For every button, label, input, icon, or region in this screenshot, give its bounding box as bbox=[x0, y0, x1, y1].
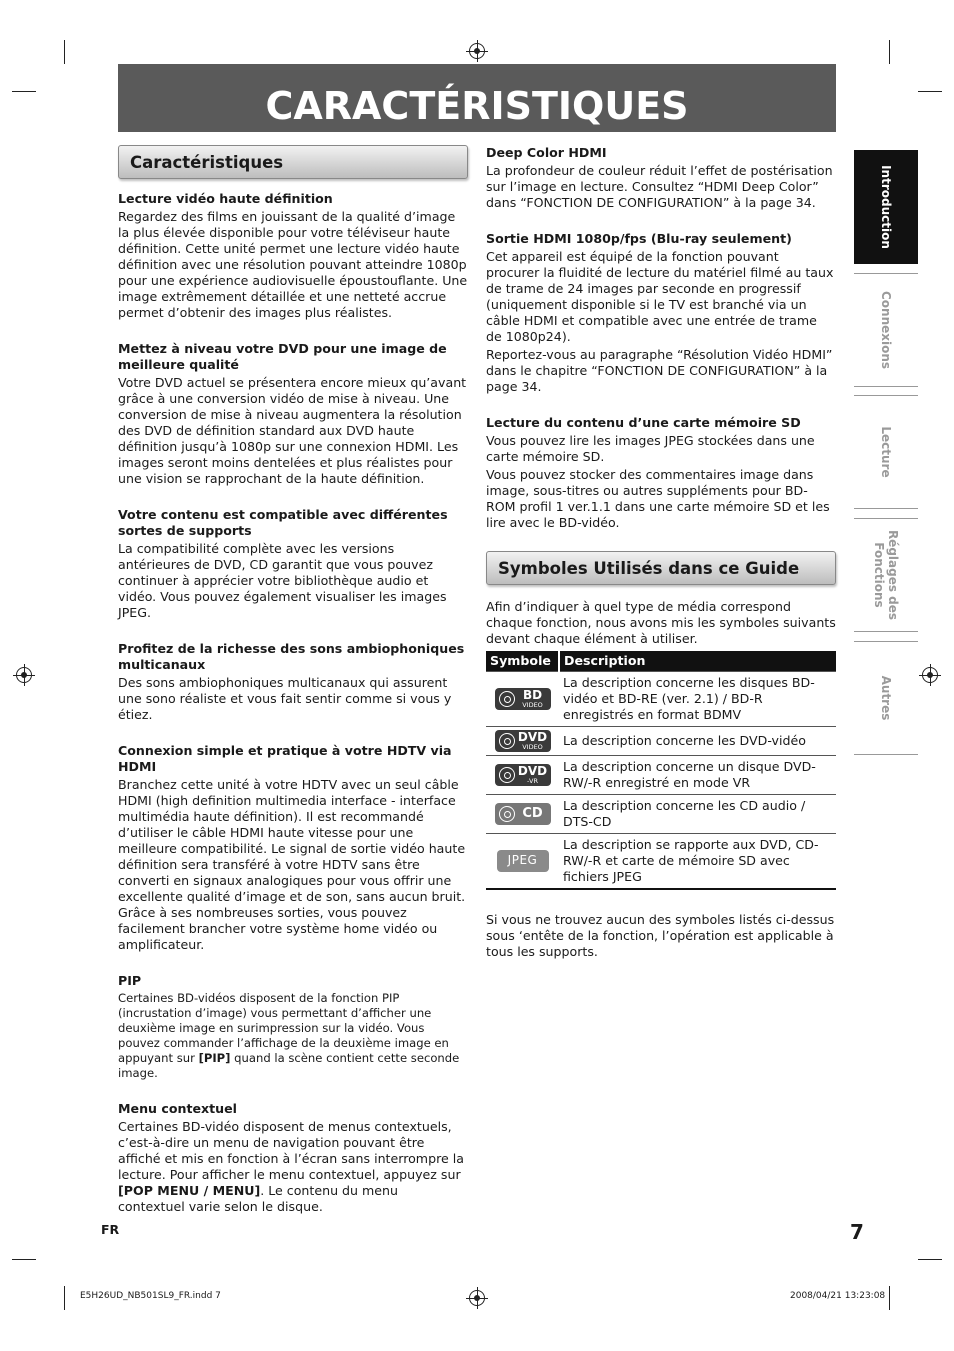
registration-mark-icon bbox=[469, 1290, 485, 1306]
crop-mark bbox=[12, 91, 36, 92]
print-slug-timestamp: 2008/04/21 13:23:08 bbox=[790, 1291, 886, 1301]
pip-text: quand la scène contient cette seconde image. bbox=[118, 1051, 460, 1080]
table-row bbox=[486, 795, 836, 834]
feature-body bbox=[118, 1119, 468, 1215]
crop-mark bbox=[918, 1259, 942, 1260]
tab-lecture[interactable] bbox=[854, 395, 918, 509]
pip-text: Certaines BD-vidéos disposent de la fonction PIP (incrustation d’image) vous permettant d’afficher une deuxième image en surimpression sur la vidéo. Vous pouvez commander l’affichage de la deuxième image en appuyant sur bbox=[118, 991, 449, 1065]
feature-title: Menu contextuel bbox=[118, 1101, 238, 1116]
table-row bbox=[486, 834, 836, 890]
left-column bbox=[118, 145, 468, 1235]
feature-body: Votre DVD actuel se présentera encore mieux qu’avant grâce à une conversion vidéo de mise à niveau. Une conversion de mise à niveau augmentera la résolution des DVD de définition standard aux DVD haute définition jusqu’à 1080p sur une connexion HDMI. Les images seront moins dentelées et plus réalistes pour une vision se rapprochant de la haute définition. bbox=[118, 375, 467, 486]
tab-label: Autres bbox=[879, 675, 893, 721]
feature-deep-color bbox=[486, 145, 836, 211]
feature-title: Lecture vidéo haute définition bbox=[118, 191, 333, 206]
bd-video-icon: BD VIDEO bbox=[495, 688, 551, 710]
menu-key-label: [POP MENU / MENU] bbox=[118, 1183, 261, 1198]
page-title-banner bbox=[118, 64, 836, 132]
tab-reglages-fonctions[interactable] bbox=[854, 518, 918, 632]
feature-title: Lecture du contenu d’une carte mémoire SD bbox=[486, 415, 801, 430]
feature-body: La profondeur de couleur réduit l’effet de postérisation sur l’image en lecture. Consultez “HDMI Deep Color” dans “FONCTION DE CONFIGURATION” à la page 34. bbox=[486, 163, 833, 210]
table-row bbox=[486, 756, 836, 795]
menu-text: Certaines BD-vidéo disposent de menus contextuels, c’est-à-dire un menu de navigation pouvant être affiché et mis en fonction à l’écran sans interrompre la lecture. Pour afficher le menu contextuel, appuyez sur bbox=[118, 1119, 464, 1182]
symbol-description: La description concerne les disques BD-vidéo et BD-RE (ver. 2.1) / BD-R enregistrés en format BDMV bbox=[559, 672, 836, 727]
feature-title: Profitez de la richesse des sons ambiophoniques multicanaux bbox=[118, 641, 465, 672]
tab-connexions[interactable] bbox=[854, 273, 918, 387]
feature-sd-card bbox=[486, 415, 836, 531]
feature-body: Des sons ambiophoniques multicanaux qui assurent une sono réaliste et vous fait sentir comme si vous y étiez. bbox=[118, 675, 452, 722]
column-header-symbol: Symbole bbox=[486, 651, 559, 672]
tab-introduction[interactable] bbox=[854, 150, 918, 264]
tab-label: Introduction bbox=[879, 165, 893, 249]
symbols-intro: Afin d’indiquer à quel type de média correspond chaque fonction, nous avons mis les symboles suivants devant chaque élément à utiliser. bbox=[486, 599, 836, 646]
feature-hdmi-1080p bbox=[486, 231, 836, 395]
feature-body: Vous pouvez stocker des commentaires image dans image, sous-titres ou autres suppléments pour BD-ROM profil 1 ver.1.1 dans une carte mémoire SD et les lire avec le BD-vidéo. bbox=[486, 467, 830, 530]
right-column bbox=[486, 145, 836, 960]
tab-label: Connexions bbox=[879, 290, 893, 370]
section-heading-symboles: Symboles Utilisés dans ce Guide bbox=[486, 551, 836, 585]
symbol-description: La description concerne les DVD-vidéo bbox=[559, 727, 836, 756]
feature-compatibility bbox=[118, 507, 468, 621]
feature-body: La compatibilité complète avec les versions antérieures de DVD, CD garantit que vous pouvez continuer à apprécier votre bibliothèque audio et vidéo. Vous pouvez également visualiser les images JPEG. bbox=[118, 541, 447, 620]
language-label: FR bbox=[101, 1222, 120, 1237]
tab-autres[interactable] bbox=[854, 641, 918, 755]
tab-label: Réglages des Fonctions bbox=[872, 529, 900, 621]
feature-hd-playback bbox=[118, 191, 468, 321]
feature-title: Votre contenu est compatible avec différentes sortes de supports bbox=[118, 507, 448, 538]
page-title: CARACTÉRISTIQUES bbox=[265, 84, 689, 128]
symbols-outro: Si vous ne trouvez aucun des symboles listés ci-dessus sous ‘entête de la fonction, l’opération est applicable à tous les supports. bbox=[486, 912, 835, 959]
dvd-video-icon: DVD VIDEO bbox=[495, 730, 551, 752]
column-header-description: Description bbox=[559, 651, 836, 672]
feature-title: PIP bbox=[118, 973, 142, 988]
table-row bbox=[486, 727, 836, 756]
feature-title: Deep Color HDMI bbox=[486, 145, 607, 160]
crop-mark bbox=[64, 40, 65, 64]
registration-mark-icon bbox=[922, 667, 938, 683]
table-header-row bbox=[486, 651, 836, 672]
feature-title: Sortie HDMI 1080p/fps (Blu-ray seulement) bbox=[486, 231, 792, 246]
feature-body: Vous pouvez lire les images JPEG stockées dans une carte mémoire SD. bbox=[486, 433, 815, 464]
section-heading-caracteristiques: Caractéristiques bbox=[118, 145, 468, 179]
feature-title: Mettez à niveau votre DVD pour une image de meilleure qualité bbox=[118, 341, 447, 372]
crop-mark bbox=[889, 1286, 890, 1310]
feature-hdmi-connection bbox=[118, 743, 468, 953]
feature-title: Connexion simple et pratique à votre HDTV via HDMI bbox=[118, 743, 452, 774]
symbol-description: La description concerne les CD audio / DTS-CD bbox=[559, 795, 836, 834]
feature-popup-menu bbox=[118, 1101, 468, 1215]
symbols-table bbox=[486, 651, 836, 890]
feature-body bbox=[118, 991, 468, 1081]
crop-mark bbox=[889, 40, 890, 64]
crop-mark bbox=[64, 1286, 65, 1310]
menu-text: . Le contenu du menu contextuel varie selon le disque. bbox=[118, 1183, 399, 1214]
pip-key-label: [PIP] bbox=[198, 1051, 231, 1065]
registration-mark-icon bbox=[469, 43, 485, 59]
symbol-description: La description se rapporte aux DVD, CD-RW/-R et carte de mémoire SD avec fichiers JPEG bbox=[559, 834, 836, 890]
print-slug-filename: E5H26UD_NB501SL9_FR.indd 7 bbox=[80, 1291, 221, 1301]
feature-dvd-upscaling bbox=[118, 341, 468, 487]
table-row bbox=[486, 672, 836, 727]
cd-icon: CD bbox=[495, 803, 551, 825]
feature-body: Branchez cette unité à votre HDTV avec un seul câble HDMI (high definition multimedia interface - interface multimédia haute définition). Il est recommandé d’utiliser le câble HDMI haute vitesse pour une meilleure compatibilité. Le signal de sortie vidéo haute définition sera transféré à votre HDTV sans être converti en signaux analogiques pour vous offrir une excellente qualité d’image et de son, sans aucun bruit. Grâce à ses nombreuses sorties, vous pouvez facilement brancher votre système home vidéo ou amplificateur. bbox=[118, 777, 466, 952]
tab-label: Lecture bbox=[879, 426, 893, 478]
registration-mark-icon bbox=[16, 667, 32, 683]
dvd-vr-icon: DVD -VR bbox=[495, 764, 551, 786]
feature-surround-sound bbox=[118, 641, 468, 723]
jpeg-icon: JPEG bbox=[497, 850, 549, 872]
feature-body: Reportez-vous au paragraphe “Résolution Vidéo HDMI” dans le chapitre “FONCTION DE CONFIGURATION” à la page 34. bbox=[486, 347, 833, 394]
symbol-description: La description concerne un disque DVD-RW/-R enregistré en mode VR bbox=[559, 756, 836, 795]
crop-mark bbox=[12, 1259, 36, 1260]
feature-body: Cet appareil est équipé de la fonction pouvant procurer la fluidité de lecture du matériel filmé au taux de trame de 24 images par seconde en progressif (uniquement disponible si le TV est branché via un câble HDMI et compatible avec une entrée de trame de 1080p24). bbox=[486, 249, 834, 344]
page-number: 7 bbox=[850, 1220, 864, 1244]
crop-mark bbox=[918, 91, 942, 92]
feature-body: Regardez des films en jouissant de la qualité d’image la plus élevée disponible pour votre téléviseur haute définition. Cette unité permet une lecture vidéo haute définition avec une résolution pouvant atteindre 1080p pour une expérience audiovisuelle époustouflante. Une image extrêmement détaillée et une netteté accrue permet d’obtenir des images plus réalistes. bbox=[118, 209, 468, 320]
feature-pip bbox=[118, 973, 468, 1081]
